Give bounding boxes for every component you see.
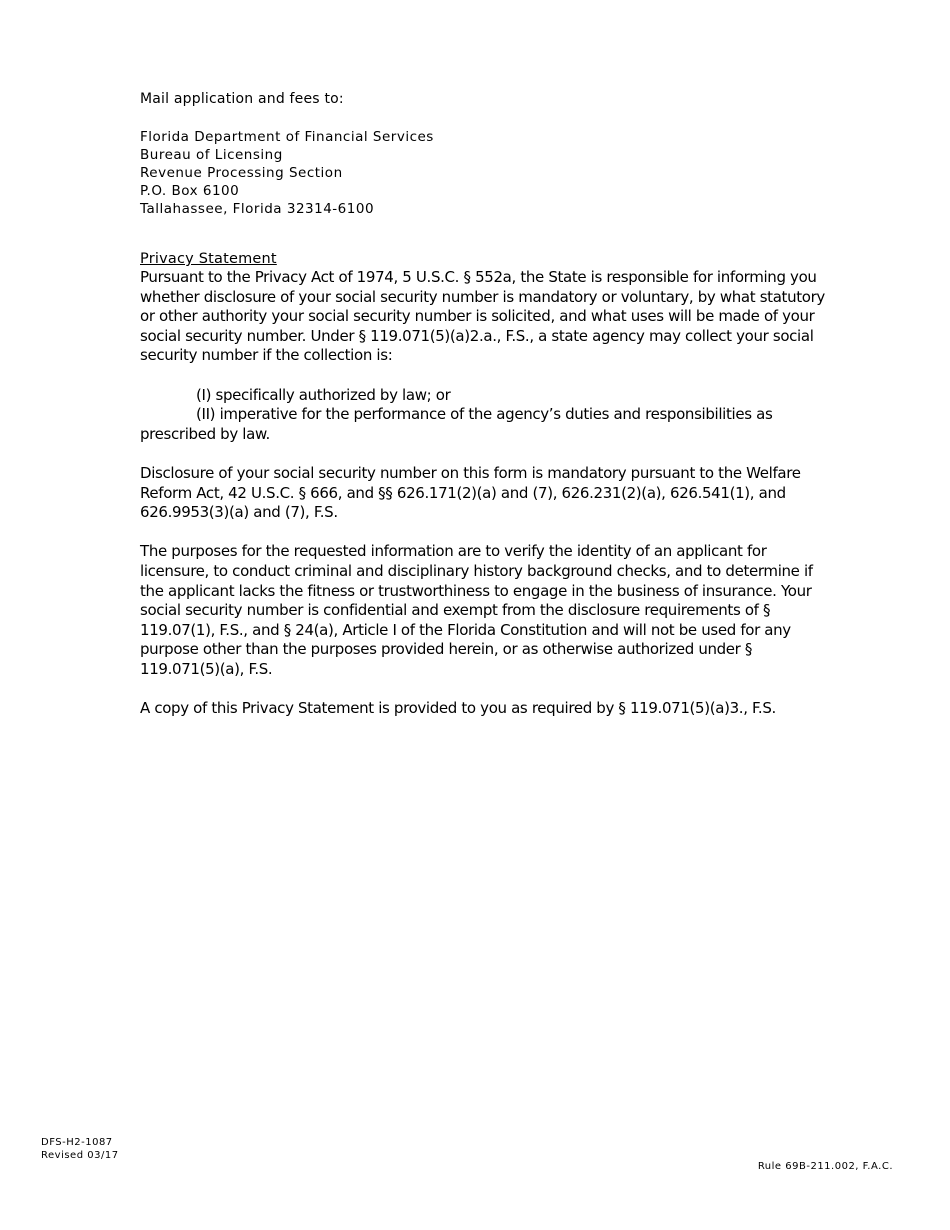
mailing-address — [140, 128, 434, 218]
rule-reference: Rule 69B-211.002, F.A.C. — [757, 1161, 893, 1172]
privacy-statement-heading: Privacy Statement — [140, 251, 277, 267]
collection-conditions-list — [140, 386, 830, 445]
disclosure-paragraph: Disclosure of your social security number on this form is mandatory pursuant to the Welfare Reform Act, 42 U.S.C. § 666, and §§ 626.171(2)(a) and (7), 626.231(2)(a), 626.541(1), and 626.9953(3)(a) and (7), F.S. — [140, 463, 801, 522]
address-line-city: Tallahassee, Florida 32314-6100 — [140, 201, 375, 217]
purposes-paragraph: The purposes for the requested information are to verify the identity of an applicant for licensure, to conduct criminal and disciplinary history background checks, and to determine if the applicant lacks the fitness or trustworthiness to engage in the business of insurance. Your social security number is confidential and exempt from the disclosure requirements of § 119.07(1), F.S., and § 24(a), Article I of the Florida Constitution and will not be used for any purpose other than the purposes provided herein, or as otherwise authorized under § 119.071(5)(a), F.S. — [140, 542, 813, 678]
condition-item: (II) imperative for the performance of the agency’s duties and responsibilities as prescribed by law. — [140, 405, 773, 443]
address-line-po-box: P.O. Box 6100 — [140, 183, 240, 199]
address-line-section: Revenue Processing Section — [140, 165, 343, 181]
address-line-bureau: Bureau of Licensing — [140, 147, 283, 163]
address-line-department: Florida Department of Financial Services — [140, 129, 434, 145]
privacy-statement-body — [140, 268, 830, 738]
form-id: DFS-H2-1087 — [41, 1137, 113, 1148]
revision-date: Revised 03/17 — [41, 1149, 119, 1161]
mail-instructions-heading: Mail application and fees to: — [140, 91, 344, 107]
form-identifier — [41, 1137, 119, 1162]
condition-item: (I) specifically authorized by law; or — [196, 385, 451, 404]
privacy-intro-paragraph: Pursuant to the Privacy Act of 1974, 5 U.S.C. § 552a, the State is responsible for informing you whether disclosure of your social security number is mandatory or voluntary, by what statutory or other authority your social security number is solicited, and what uses will be made of your social security number. Under § 119.071(5)(a)2.a., F.S., a state agency may collect your social security number if the collection is: — [140, 268, 825, 365]
copy-notice-paragraph: A copy of this Privacy Statement is provided to you as required by § 119.071(5)(a)3., F.S. — [140, 699, 776, 718]
